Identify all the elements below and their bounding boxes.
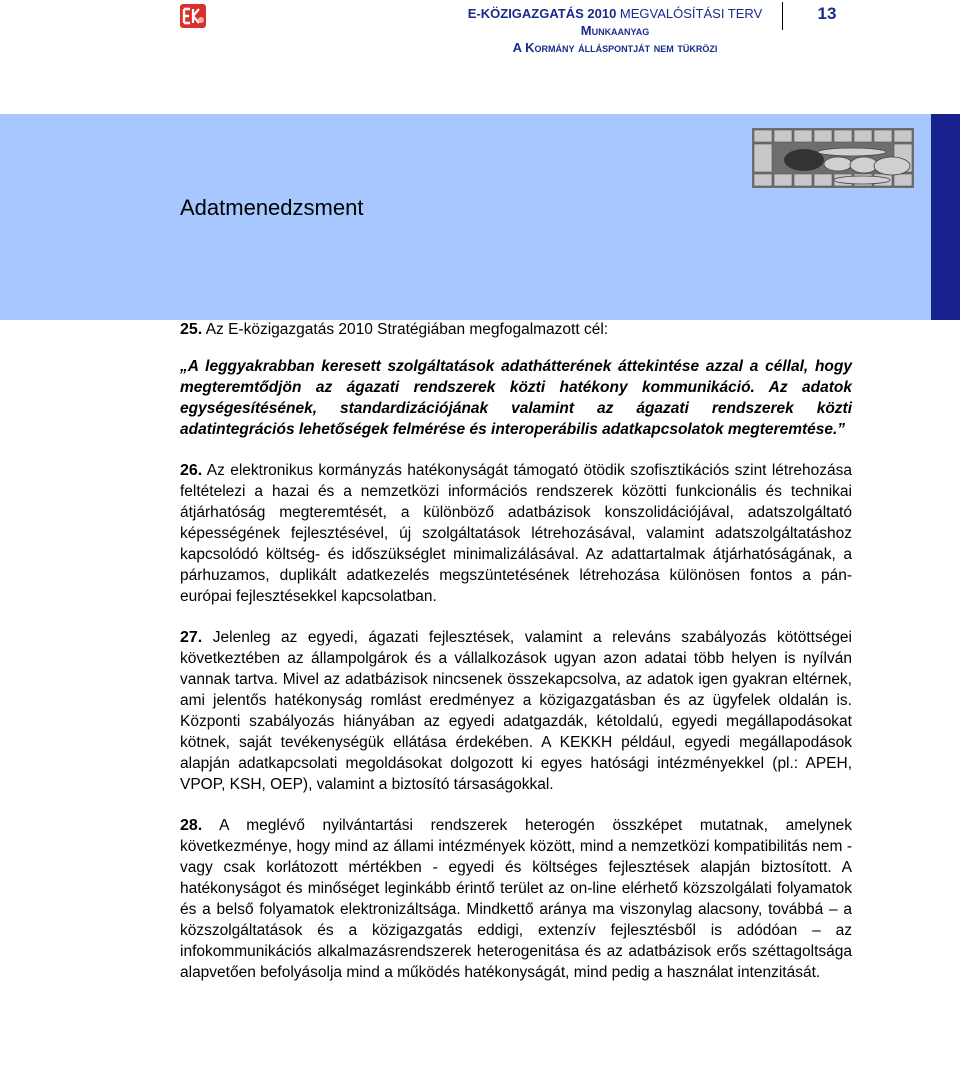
section-band-edge — [931, 114, 960, 320]
running-header — [455, 5, 775, 56]
paragraph-text: A meglévő nyilvántartási rendszerek heterogén összképet mutatnak, amelynek következménye, hogy mind az állami intézmények között, mind a nemzetközi kompatibilitás nem - vagy csak korlátozott mértékben - egyedi és költséges fejlesztések alapján biztosított. A hatékonyságot és minőséget leginkább érintő terület az on-line elérhető közszolgálati folyamatok és a belső folyamatok elektronizáltsága. Mindkettő aránya ma viszonylag alacsony, továbbá – a közszolgáltatások és a közigazgatás eddigi, extenzív fejlesztésből is adódóan – az infokommunikációs alkalmazásrendszerek heterogenitása és az adatbázisok erős széttagoltsága alapvetően befolyásolja mind a működés hatékonyságát, mind pedig a használat intenzitását. — [180, 817, 852, 981]
section-title: Adatmenedzsment — [180, 195, 364, 220]
header-title-rest: MEGVALÓSÍTÁSI TERV — [616, 6, 763, 21]
section-emblem-icon — [752, 128, 914, 188]
header-draft-label: Munkaanyag — [580, 23, 650, 38]
header-disclaimer: A Kormány álláspontját nem tükrözi — [512, 40, 718, 55]
ekk-logo-icon — [180, 4, 206, 28]
paragraph-number: 25. — [180, 321, 203, 338]
paragraph-text: Az elektronikus kormányzás hatékonyságát támogató ötödik szofisztikációs szint létrehozása feltételezi a hazai és a nemzetközi információs rendszerek közötti funkcionális és technikai átjárhatóság megteremtését, a különböző adatbázisok konszolidációjával, adatszolgáltató képességének fejlesztésével, új szolgáltatások létrehozásával, valamint adatszolgáltatáshoz kapcsolódó költség- és időszükséglet minimalizálásával. Az adattartalmak átjárhatóságának, a párhuzamos, duplikált adatkezelés megszüntetésének létrehozása különösen fontos a pán-európai fejlesztésekkel kapcsolatban. — [180, 462, 852, 605]
header-divider — [782, 2, 783, 30]
header-line-1 — [455, 5, 775, 22]
paragraph-number: 26. — [180, 462, 203, 479]
document-body — [180, 319, 852, 983]
paragraph-text: Jelenleg az egyedi, ágazati fejlesztések, valamint a releváns szabályozás kötöttségei következtében az állampolgárok és a vállalkozások ugyan azon adatai több helyen is nyílván vannak tartva. Mivel az adatbázisok nincsenek összekapcsolva, az adatok igen gyakran eltérnek, ami jelentős hatékonyság romlást eredményez a közigazgatásban és az ügyfelek oldalán is. Központi szabályozás hiányában az egyedi adatgazdák, kétoldalú, egyedi megállapodásokat kötnek, saját tevékenységük ellátása érdekében. A KEKKH például, egyedi megállapodások alapján adatkapcsolati megoldásokat dolgozott ki egyes hatósági intézményekkel (pl.: APEH, VPOP, KSH, OEP), valamint a biztosító társaságokkal. — [180, 629, 852, 793]
paragraph-26 — [180, 460, 852, 607]
paragraph-25 — [180, 319, 852, 340]
strategy-quote: „A leggyakrabban keresett szolgáltatások adathátterének áttekintése azzal a céllal, hogy megteremtődjön az ágazati rendszerek közti hatékony kommunikáció. Az adatok egységesítésének, standardizációjának valamint az ágazati rendszerek közti adatintegrációs lehetőségek felmérése és interoperábilis adatkapcsolatok megteremtése.” — [180, 358, 852, 438]
paragraph-28 — [180, 815, 852, 983]
header-title-bold: E-KÖZIGAZGATÁS 2010 — [467, 6, 617, 21]
paragraph-number: 27. — [180, 629, 203, 646]
paragraph-27 — [180, 627, 852, 795]
paragraph-text: Az E-közigazgatás 2010 Stratégiában megfogalmazott cél: — [202, 321, 609, 338]
page-number: 13 — [817, 4, 837, 23]
paragraph-number: 28. — [180, 817, 203, 834]
